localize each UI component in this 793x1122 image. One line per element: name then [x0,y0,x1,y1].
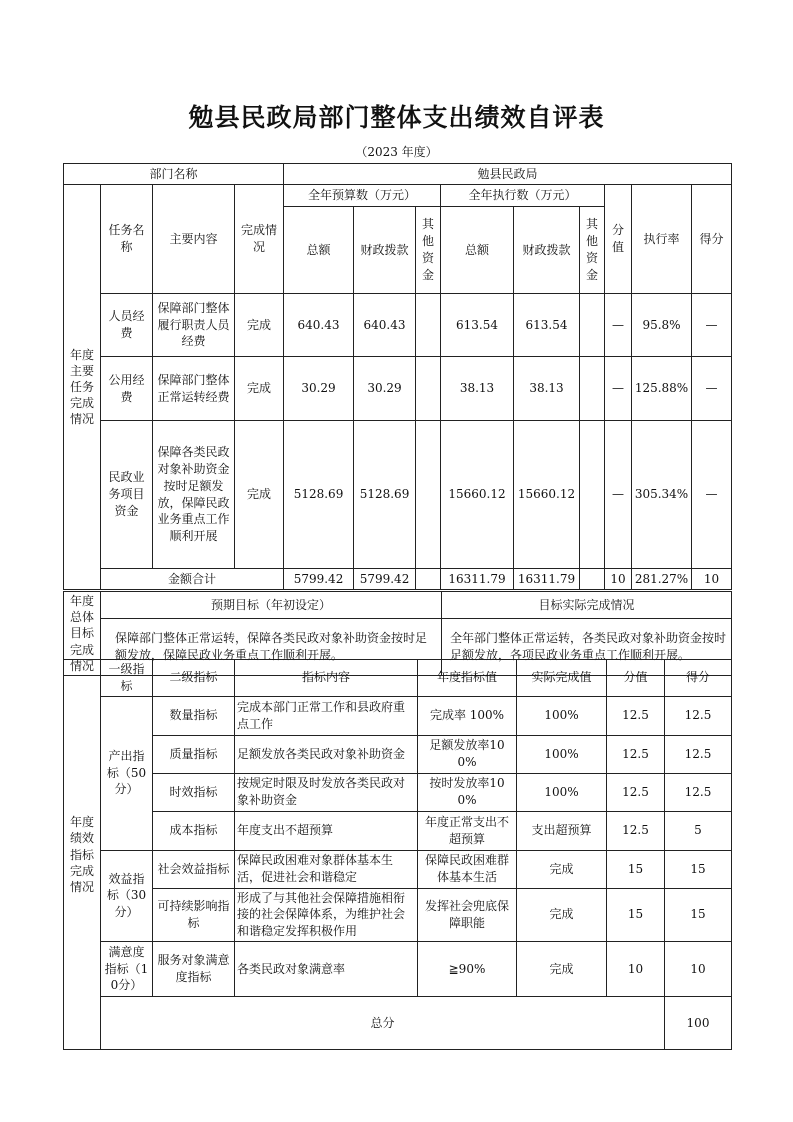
header-actual: 实际完成值 [517,660,607,697]
indicator-target: 年度正常支出不超预算 [418,811,517,850]
budget-fiscal: 30.29 [354,357,416,421]
total-exec-rate: 281.27% [632,569,692,590]
exec-other [580,294,605,357]
indicator-actual: 完成 [517,888,607,941]
indicator-score: 12.5 [665,773,732,811]
header-content: 指标内容 [235,660,418,697]
header-status: 完成情况 [235,185,284,294]
indicator-content: 各类民政对象满意率 [235,941,418,996]
table-row [64,357,732,421]
task-content: 保障部门整体履行职责人员经费 [153,294,235,357]
indicator-value: 10 [607,941,665,996]
total-label: 金额合计 [101,569,284,590]
budget-fiscal: 5128.69 [354,421,416,569]
task-content: 保障部门整体正常运转经费 [153,357,235,421]
header-exec-total: 总额 [441,207,514,294]
budget-other [416,294,441,357]
header-task-name: 任务名称 [101,185,153,294]
total-budget-fiscal: 5799.42 [354,569,416,590]
header-level1: 一级指标 [101,660,153,697]
exec-rate: 95.8% [632,294,692,357]
score-value: — [605,421,632,569]
actual-text: 全年部门整体正常运转，各类民政对象补助资金按时足额发放，各项民政业务重点工作顺利开展。 [442,619,732,676]
tasks-side-label: 年度主要任务完成情况 [64,185,101,590]
indicator-score: 15 [665,850,732,888]
indicator-content: 按规定时限及时发放各类民政对象补助资金 [235,773,418,811]
indicator-actual: 100% [517,735,607,773]
indicator-target: 保障民政困难群体基本生活 [418,850,517,888]
indicator-actual: 完成 [517,850,607,888]
indicator-target: 发挥社会兜底保障职能 [418,888,517,941]
page-title: 勉县民政局部门整体支出绩效自评表 [188,103,605,132]
header-score-value: 分值 [605,185,632,294]
indicator-value: 12.5 [607,773,665,811]
header-exec-other: 其他资金 [580,207,605,294]
table-row [64,811,732,850]
exec-fiscal: 38.13 [514,357,580,421]
indicator-score: 15 [665,888,732,941]
header-budget-total: 总额 [284,207,354,294]
indicator-actual: 100% [517,773,607,811]
task-status: 完成 [235,357,284,421]
level1-output: 产出指标（50分） [101,696,153,850]
table-row [64,696,732,735]
header-budget-group: 全年预算数（万元） [284,185,441,207]
header-budget-fiscal: 财政拨款 [354,207,416,294]
table-row [64,773,732,811]
actual-header: 目标实际完成情况 [442,592,732,619]
exec-total: 15660.12 [441,421,514,569]
task-status: 完成 [235,421,284,569]
total-score-value: 10 [605,569,632,590]
indicator-actual: 支出超预算 [517,811,607,850]
table-row [64,941,732,996]
header-content: 主要内容 [153,185,235,294]
budget-other [416,357,441,421]
task-name: 人员经费 [101,294,153,357]
goals-side-label: 年度总体目标完成情况 [64,592,101,676]
indicator-score: 12.5 [665,696,732,735]
table-row [64,888,732,941]
budget-total: 640.43 [284,294,354,357]
indicator-target: ≧90% [418,941,517,996]
table-row [64,850,732,888]
indicator-score: 12.5 [665,735,732,773]
header-score: 得分 [692,185,732,294]
exec-fiscal: 613.54 [514,294,580,357]
total-row [64,996,732,1049]
indicator-content: 完成本部门正常工作和县政府重点工作 [235,696,418,735]
task-status: 完成 [235,294,284,357]
level2: 服务对象满意度指标 [153,941,235,996]
level1-benefit: 效益指标（30分） [101,850,153,941]
table-row [64,294,732,357]
total-budget-other [416,569,441,590]
dept-value: 勉县民政局 [284,164,732,185]
indicator-value: 12.5 [607,696,665,735]
page-subtitle: （2023 年度） [355,145,438,159]
exec-total: 613.54 [441,294,514,357]
header-target: 年度指标值 [418,660,517,697]
indicator-score: 5 [665,811,732,850]
indicator-actual: 100% [517,696,607,735]
indicator-value: 15 [607,850,665,888]
indicator-content: 年度支出不超预算 [235,811,418,850]
table-row [64,421,732,569]
indicator-target: 完成率 100% [418,696,517,735]
level2: 数量指标 [153,696,235,735]
indicator-content: 形成了与其他社会保障措施相衔接的社会保障体系，为维护社会和谐稳定发挥积极作用 [235,888,418,941]
table-row [64,735,732,773]
indicator-target: 足额发放率100% [418,735,517,773]
header-value: 分值 [607,660,665,697]
level2: 质量指标 [153,735,235,773]
indicator-content: 足额发放各类民政对象补助资金 [235,735,418,773]
score-value: — [605,357,632,421]
total-exec-total: 16311.79 [441,569,514,590]
score: — [692,421,732,569]
budget-fiscal: 640.43 [354,294,416,357]
level2: 时效指标 [153,773,235,811]
total-score: 10 [692,569,732,590]
score-value: — [605,294,632,357]
exec-rate: 125.88% [632,357,692,421]
budget-total: 30.29 [284,357,354,421]
level2: 成本指标 [153,811,235,850]
performance-side-label: 年度绩效指标完成情况 [64,660,101,1050]
indicator-content: 保障民政困难对象群体基本生活，促进社会和谐稳定 [235,850,418,888]
header-budget-other: 其他资金 [416,207,441,294]
task-name: 公用经费 [101,357,153,421]
score: — [692,357,732,421]
total-row [64,569,732,590]
header-score: 得分 [665,660,732,697]
exec-other [580,421,605,569]
indicator-target: 按时发放率100% [418,773,517,811]
task-content: 保障各类民政对象补助资金按时足额发放，保障民政业务重点工作顺利开展 [153,421,235,569]
exec-total: 38.13 [441,357,514,421]
task-name: 民政业务项目资金 [101,421,153,569]
task-table [63,163,732,590]
indicator-value: 15 [607,888,665,941]
indicator-value: 12.5 [607,735,665,773]
header-level2: 二级指标 [153,660,235,697]
performance-table [63,659,732,1050]
level1-satisfaction: 满意度指标（10分） [101,941,153,996]
indicator-value: 12.5 [607,811,665,850]
total-exec-fiscal: 16311.79 [514,569,580,590]
exec-rate: 305.34% [632,421,692,569]
total-exec-other [580,569,605,590]
budget-total: 5128.69 [284,421,354,569]
header-exec-fiscal: 财政拨款 [514,207,580,294]
level2: 社会效益指标 [153,850,235,888]
header-exec-group: 全年执行数（万元） [441,185,605,207]
exec-other [580,357,605,421]
indicator-score: 10 [665,941,732,996]
expected-header: 预期目标（年初设定） [101,592,442,619]
total-label: 总分 [101,996,665,1049]
indicator-actual: 完成 [517,941,607,996]
expected-text: 保障部门整体正常运转，保障各类民政对象补助资金按时足额发放，保障民政业务重点工作顺利开展。 [101,619,442,676]
score: — [692,294,732,357]
level2: 可持续影响指标 [153,888,235,941]
exec-fiscal: 15660.12 [514,421,580,569]
header-exec-rate: 执行率 [632,185,692,294]
budget-other [416,421,441,569]
total-value: 100 [665,996,732,1049]
total-budget-total: 5799.42 [284,569,354,590]
dept-label: 部门名称 [64,164,284,185]
